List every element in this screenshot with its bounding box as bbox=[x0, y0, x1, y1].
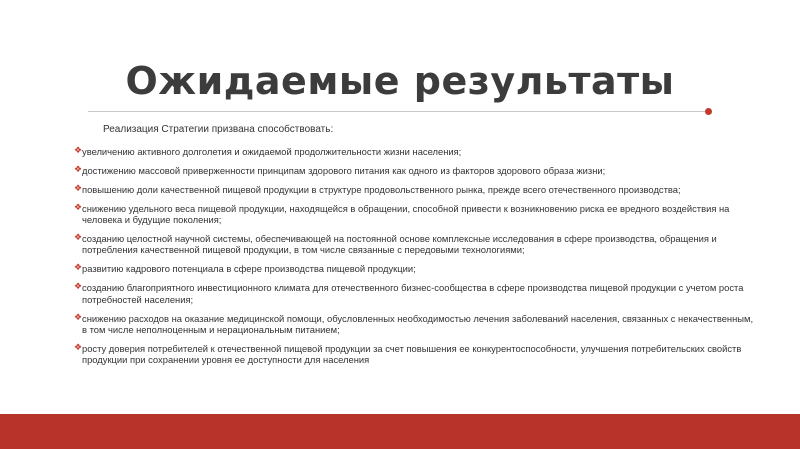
list-item-text: достижению массовой приверженности принципам здорового питания как одного из факторов здорового образа жизни; bbox=[82, 164, 606, 176]
bullet-icon: ❖ bbox=[74, 281, 83, 292]
list-item bbox=[76, 343, 756, 366]
list-item bbox=[76, 313, 756, 336]
bullet-icon: ❖ bbox=[74, 182, 83, 193]
bullet-icon: ❖ bbox=[74, 201, 83, 212]
divider-dot bbox=[705, 108, 712, 115]
bullet-icon: ❖ bbox=[74, 163, 83, 174]
list-item-text: повышению доли качественной пищевой продукции в структуре продовольственного рынка, прежде всего отечественного производства; bbox=[82, 183, 681, 195]
list-item-text: созданию благоприятного инвестиционного климата для отечественного бизнес-сообщества в сфере производства пищевой продукции с учетом роста потребностей населения; bbox=[82, 282, 744, 305]
list-item-text: созданию целостной научной системы, обеспечивающей на постоянной основе комплексные исследования в сфере производства, обращения и потребления качественной пищевой продукции, в том числе связанные с передовыми технологиями; bbox=[82, 233, 717, 256]
list-item-text: росту доверия потребителей к отечественной пищевой продукции за счет повышения ее конкурентоспособности, улучшения потребительских свойств продукции при сохранении уровня ее доступности для населения bbox=[82, 342, 742, 366]
bullet-icon: ❖ bbox=[74, 232, 83, 243]
list-item bbox=[76, 233, 756, 256]
list-item bbox=[76, 146, 756, 157]
list-item-text: увеличению активного долголетия и ожидаемой продолжительности жизни населения; bbox=[82, 146, 462, 157]
list-item-text: развитию кадрового потенциала в сфере производства пищевой продукции; bbox=[82, 263, 416, 275]
bullet-icon: ❖ bbox=[74, 341, 83, 352]
title-divider bbox=[88, 111, 708, 112]
bullet-icon: ❖ bbox=[74, 145, 83, 155]
list-item bbox=[76, 282, 756, 305]
footer-bar bbox=[0, 414, 800, 449]
slide-title: Ожидаемые результаты bbox=[125, 59, 675, 103]
list-item-text: снижению расходов на оказание медицинской помощи, обусловленных необходимостью лечения заболеваний населения, связанных с некачественным, в том числе неполноценным и нерациональным питанием; bbox=[82, 312, 754, 335]
list-item bbox=[76, 184, 756, 195]
list-item bbox=[76, 263, 756, 274]
list-item-text: снижению удельного веса пищевой продукции, находящейся в обращении, способной привести к возникновению риска ее вредного воздействия на человека и будущие поколения; bbox=[82, 202, 730, 226]
results-list bbox=[76, 146, 756, 373]
bullet-icon: ❖ bbox=[74, 311, 83, 322]
list-item bbox=[76, 203, 756, 226]
bullet-icon: ❖ bbox=[74, 262, 83, 273]
list-item bbox=[76, 165, 756, 176]
intro-text: Реализация Стратегии призвана способствовать: bbox=[103, 124, 334, 135]
